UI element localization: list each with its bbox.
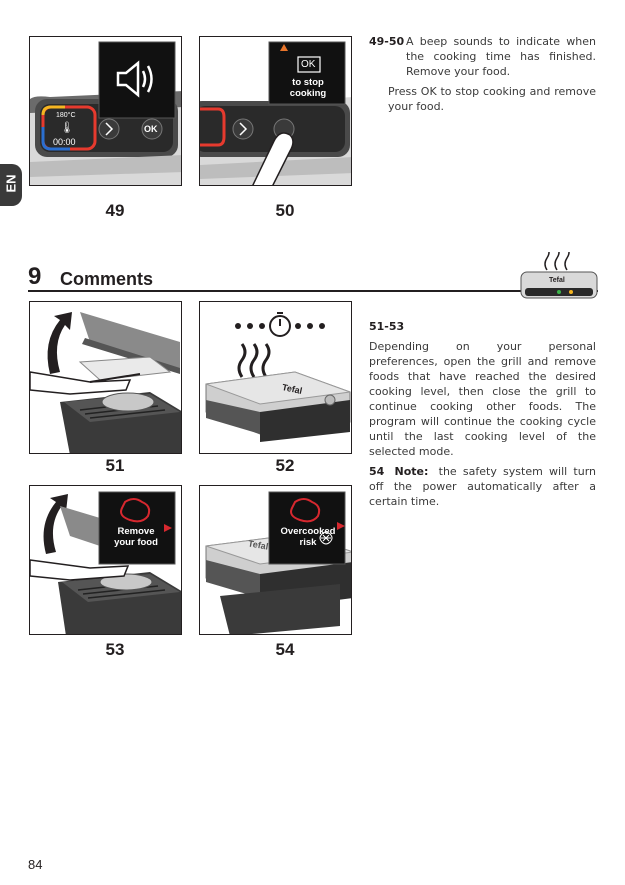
section-divider [28,290,598,292]
figure-51-number: 51 [105,456,125,475]
lift-arrow-icon [48,312,72,374]
step-49-50 [369,34,596,114]
figure-49-illustration [30,37,182,186]
thermometer-icon: 🌡 [60,121,74,134]
step-49-50-text: A beep sounds to indicate when the cooking time has finished. Remove your food. [406,35,596,78]
step-54-text: the safety system will turn off the power automatically after a certain time. [369,465,596,508]
step-51-53 [369,319,596,459]
display-time: 00:00 [53,137,76,147]
step-54-note-label: Note: [394,465,429,478]
grill-thumbnail [519,252,599,300]
figure-53 [29,485,182,635]
lift-arrow-icon [44,494,68,554]
figure-54-number: 54 [275,640,295,659]
overcooked-risk-caption: Overcooked risk [280,526,336,548]
remove-food-caption: Remove your food [114,526,158,548]
figure-52-number: 52 [275,456,295,475]
figure-53-illustration [30,486,182,635]
language-tab-label: EN [3,174,19,193]
grill-brand-logo: Tefal [281,381,304,397]
ok-screen-label: OK [301,59,316,70]
figure-53-number: 53 [105,640,125,659]
steam-icon [239,344,269,377]
figure-50-number: 50 [275,201,295,220]
step-51-53-text: Depending on your personal preferences, open the grill and remove foods that have reached the desired cooking level, then close the grill to continue cooking other foods. The program will continue the cooking cycle until the last cooking level of the selected mode. [369,340,596,458]
grill-brand-logo: Tefal [247,538,270,552]
figure-51-illustration [30,302,182,454]
section-title: Comments [60,269,154,289]
section-number: 9 [28,263,42,290]
step-51-53-number: 51-53 [369,320,405,333]
steam-icon [545,252,569,270]
figure-51 [29,301,182,454]
step-54-number: 54 [369,465,385,478]
figure-50-illustration [200,37,352,186]
figure-54 [199,485,352,635]
figure-49-number: 49 [105,201,125,220]
figure-49 [29,36,182,186]
figure-52 [199,301,352,454]
stop-cooking-caption: to stop cooking [289,77,327,99]
display-temperature: 180°C [56,112,76,119]
ok-button-label: OK [144,124,158,134]
figure-52-illustration [200,302,352,454]
language-tab [0,164,22,206]
step-49-50-text2: Press OK to stop cooking and remove your food. [388,85,596,113]
thumbnail-brand: Tefal [549,277,565,284]
step-54 [369,464,596,509]
step-49-50-number: 49-50 [369,35,405,48]
figure-54-illustration [200,486,352,635]
stopwatch-icon [270,313,290,336]
page-number: 84 [28,857,43,872]
figure-50 [199,36,352,186]
